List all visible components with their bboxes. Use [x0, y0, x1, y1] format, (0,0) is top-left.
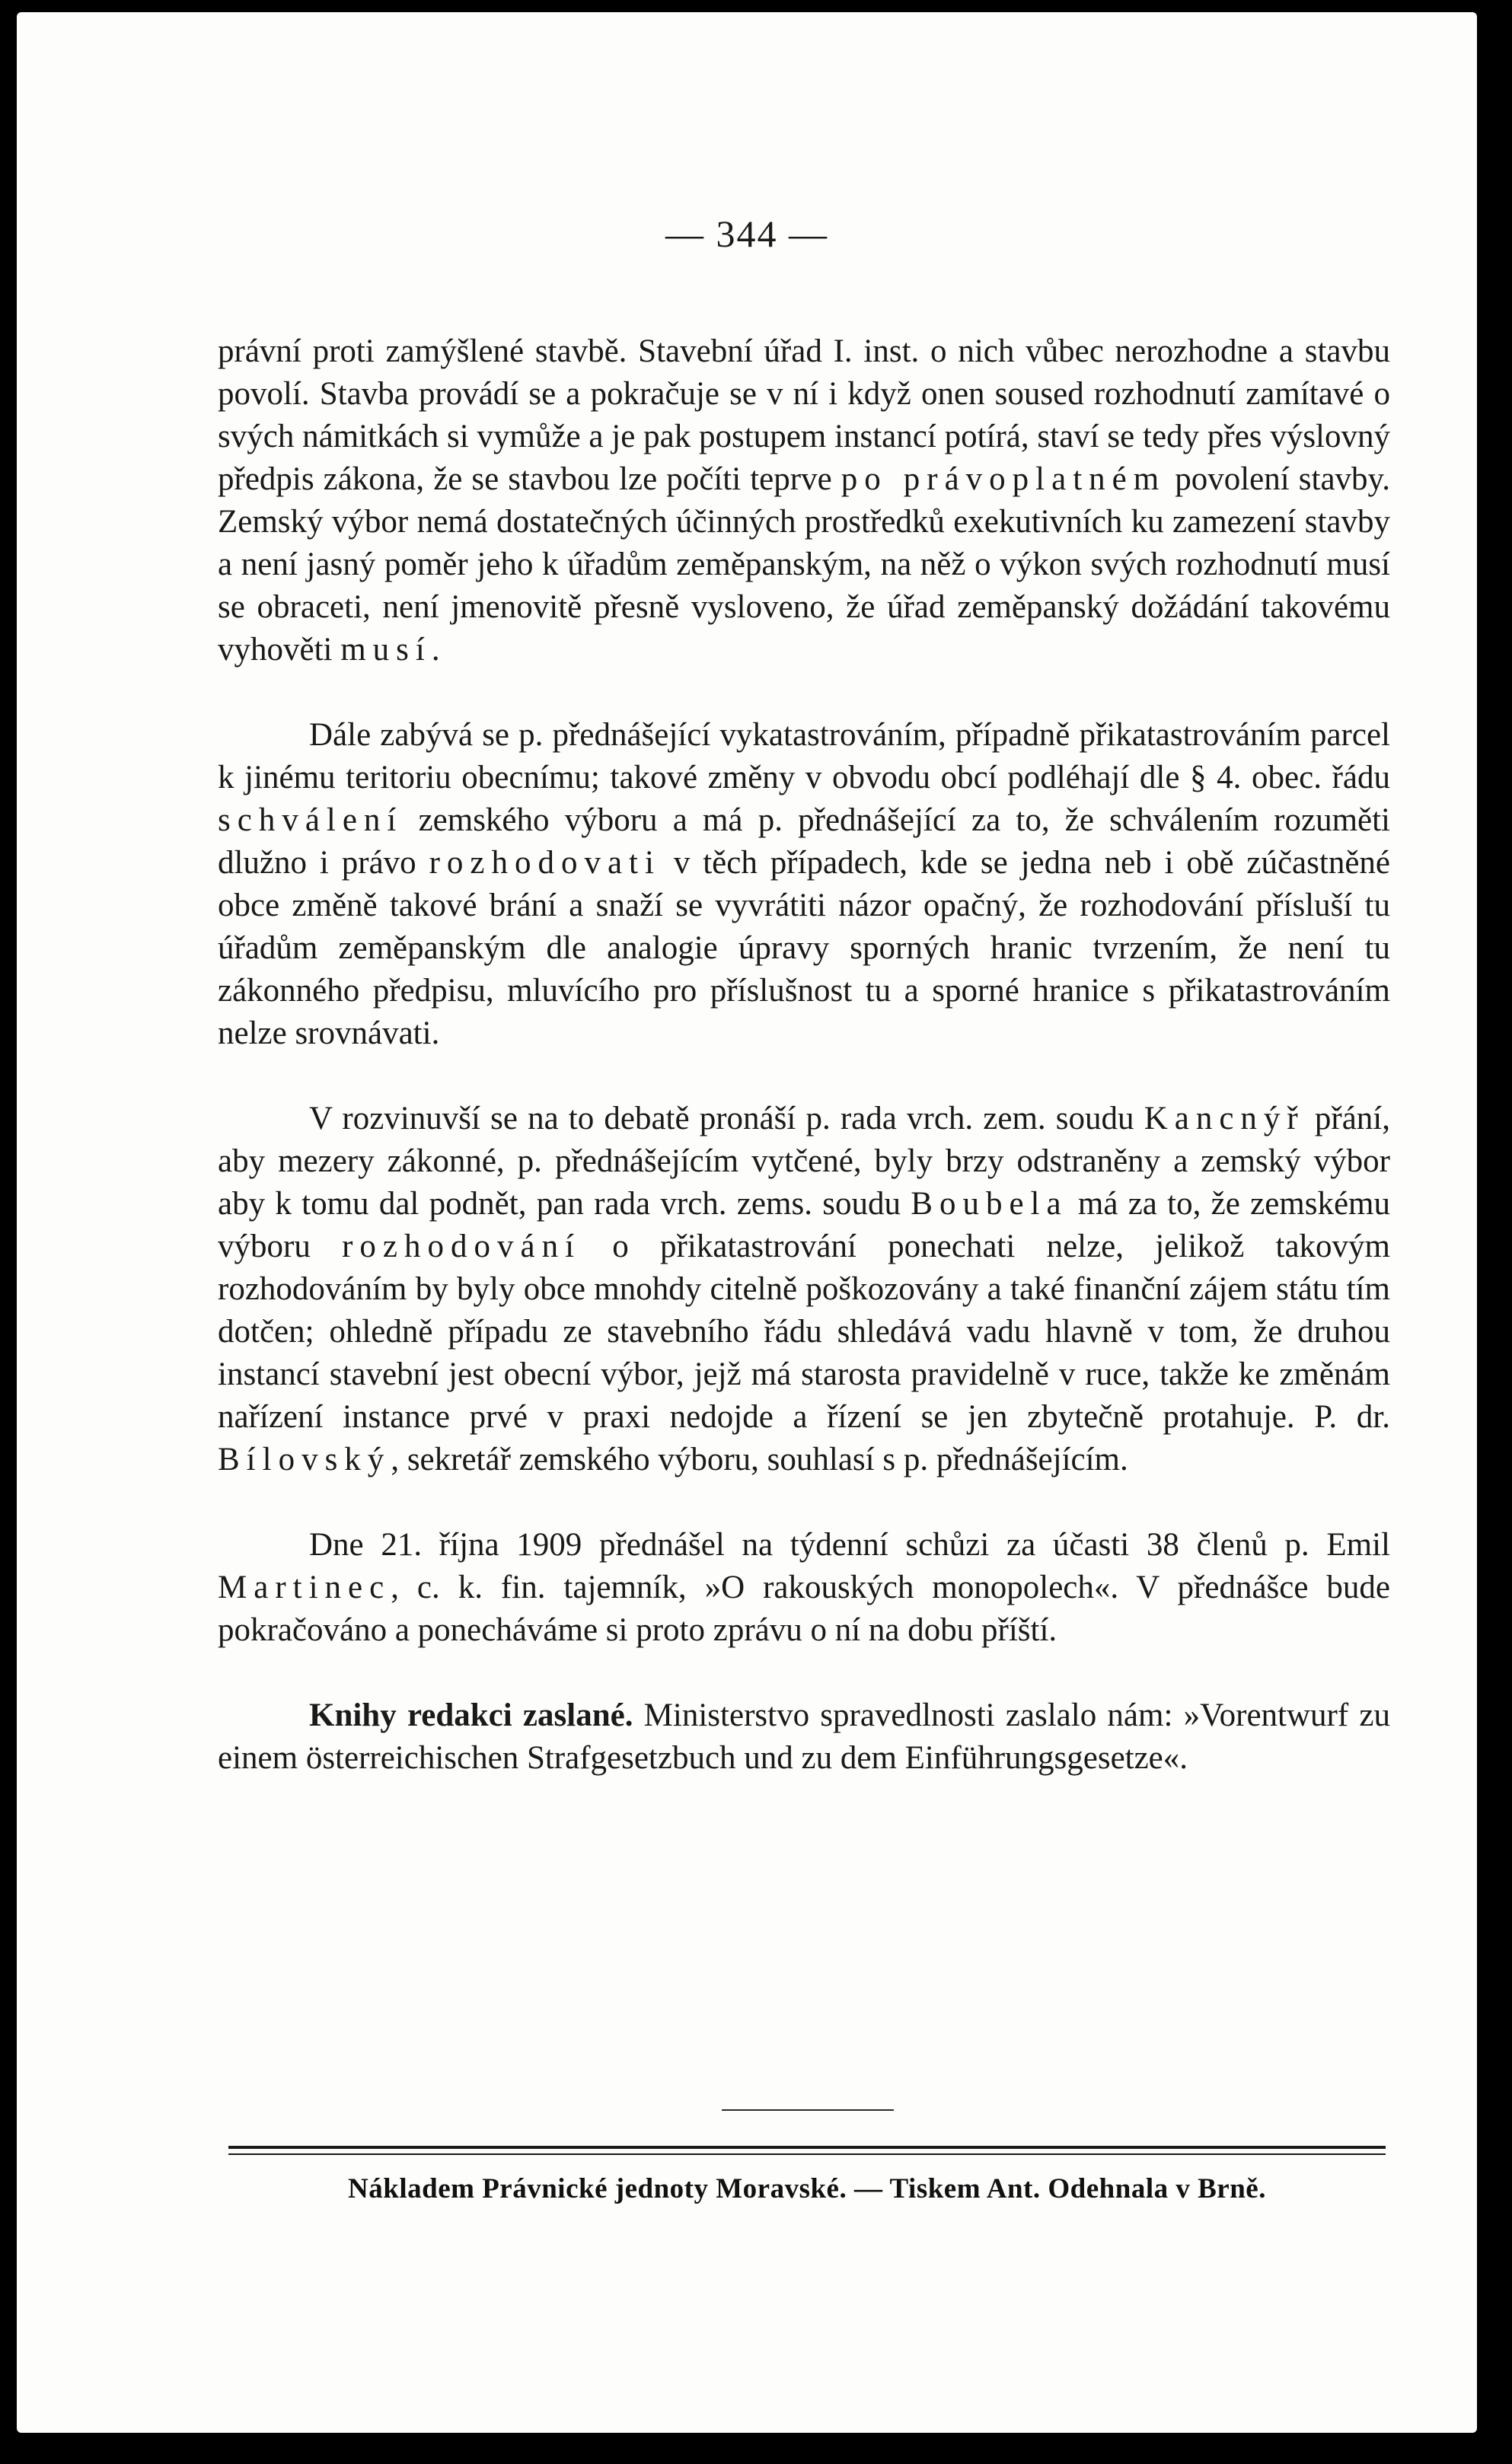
text-run: V rozvinuvší se na to debatě pronáší p. rada vrch. zem. soudu: [309, 1101, 1144, 1136]
text-run: o přikatastrování ponechati nelze, jelikož takovým rozhodováním by byly obce mnohdy citelně poškozovány a také finanční zájem státu tím dotčen; ohledně případu ze stavebního řádu shledává vadu hlavně v tom, že druhou instancí stavební jest obecní výbor, jejž má starosta pravidelně v ruce, takže ke změnám nařízení instance prvé v praxi nedojde a řízení se jen zbytečně protahuje. P. dr.: [218, 1229, 1390, 1435]
spaced-emphasis: Martinec: [218, 1570, 391, 1605]
text-run: v těch případech, kde se jedna neb i obě zúčastněné obce změně takové brání a snaží se vyvrátiti názor opačný, že rozhodování přísluší tu úřadům zeměpanským dle analogie úpravy sporných hranic tvrzením, že není tu zákonného předpisu, mluvícího pro příslušnost tu a sporné hranice s přikatastrováním nelze srovnávati.: [218, 845, 1390, 1051]
section-lead: Knihy redakci zaslané.: [309, 1697, 633, 1733]
text-run: povolení stavby. Zemský výbor nemá dostatečných účinných prostředků exekutivních ku zamezení stavby a není jasný poměr jeho k úřadům zeměpanským, na něž o výkon svých rozhodnutí musí se obraceti, není jmenovitě přesně vysloveno, že úřad zeměpanský dožádání takovému vyhověti: [218, 461, 1390, 668]
spaced-emphasis: Kancnýř: [1144, 1101, 1305, 1136]
text-run: Dále zabývá se p. přednášející vykatastrováním, případně přikatastrováním parcel k jinému teritoriu obecnímu; takové změny v obvodu obcí podléhají dle § 4. obec. řádu: [218, 717, 1390, 795]
spaced-emphasis: rozhodovati: [429, 845, 661, 881]
text-run: , sekretář zemského výboru, souhlasí s p. přednášejícím.: [391, 1442, 1128, 1477]
body-text: [218, 330, 1390, 1780]
footer-rule-thick: [228, 2146, 1386, 2149]
text-run: má za to, že zemskému výboru: [218, 1186, 1390, 1264]
text-run: Dne 21. října 1909 přednášel na týdenní schůzi za účasti 38 členů p. Emil: [309, 1527, 1390, 1563]
paragraph: [218, 1524, 1390, 1652]
paragraph: [218, 714, 1390, 1055]
page-number: — 344 —: [665, 212, 828, 255]
separator-rule: [722, 2109, 894, 2111]
text-run: Ministerstvo spravedlnosti zaslalo nám: »Vorentwurf zu einem österreichischen Strafgesetzbuch und zu dem Einführungsgesetze«.: [218, 1697, 1390, 1776]
paragraph: [218, 330, 1390, 671]
printer-imprint: Nákladem Právnické jednoty Moravské. — Tiskem Ant. Odehnala v Brně.: [348, 2173, 1266, 2204]
text-run: právní proti zamýšlené stavbě. Stavební úřad I. inst. o nich vůbec nerozhodne a stavbu povolí. Stavba provádí se a pokračuje se v ní i když onen soused rozhodnutí zamítavé o svých námitkách si vymůže a je pak postupem instancí potírá, staví se tedy přes výslovný předpis zákona, že se stavbou lze počíti teprve: [218, 333, 1390, 497]
spaced-emphasis: Bílovský: [218, 1442, 391, 1477]
text-run: přání, aby mezery zákonné, p. přednášejícím vytčené, byly brzy odstraněny a zemský výbor aby k tomu dal podnět, pan rada vrch. zems. soudu: [218, 1101, 1390, 1222]
paragraph: [218, 1694, 1390, 1780]
spaced-emphasis: schválení: [218, 802, 404, 838]
spaced-emphasis: rozhodování: [342, 1229, 582, 1264]
document-page: [17, 12, 1477, 2433]
spaced-emphasis: Boubela: [911, 1186, 1068, 1222]
text-run: .: [431, 632, 440, 668]
text-run: , c. k. fin. tajemník, »O rakouských monopolech«. V přednášce bude pokračováno a ponecháváme si proto zprávu o ní na dobu příští.: [218, 1570, 1390, 1648]
spaced-emphasis: po právoplatném: [841, 461, 1166, 497]
footer-rule-thin: [228, 2153, 1386, 2155]
text-run: zemského výboru a má p. přednášející za to, že schválením rozuměti dlužno i právo: [218, 802, 1390, 881]
spaced-emphasis: musí: [340, 632, 432, 668]
paragraph: [218, 1098, 1390, 1481]
